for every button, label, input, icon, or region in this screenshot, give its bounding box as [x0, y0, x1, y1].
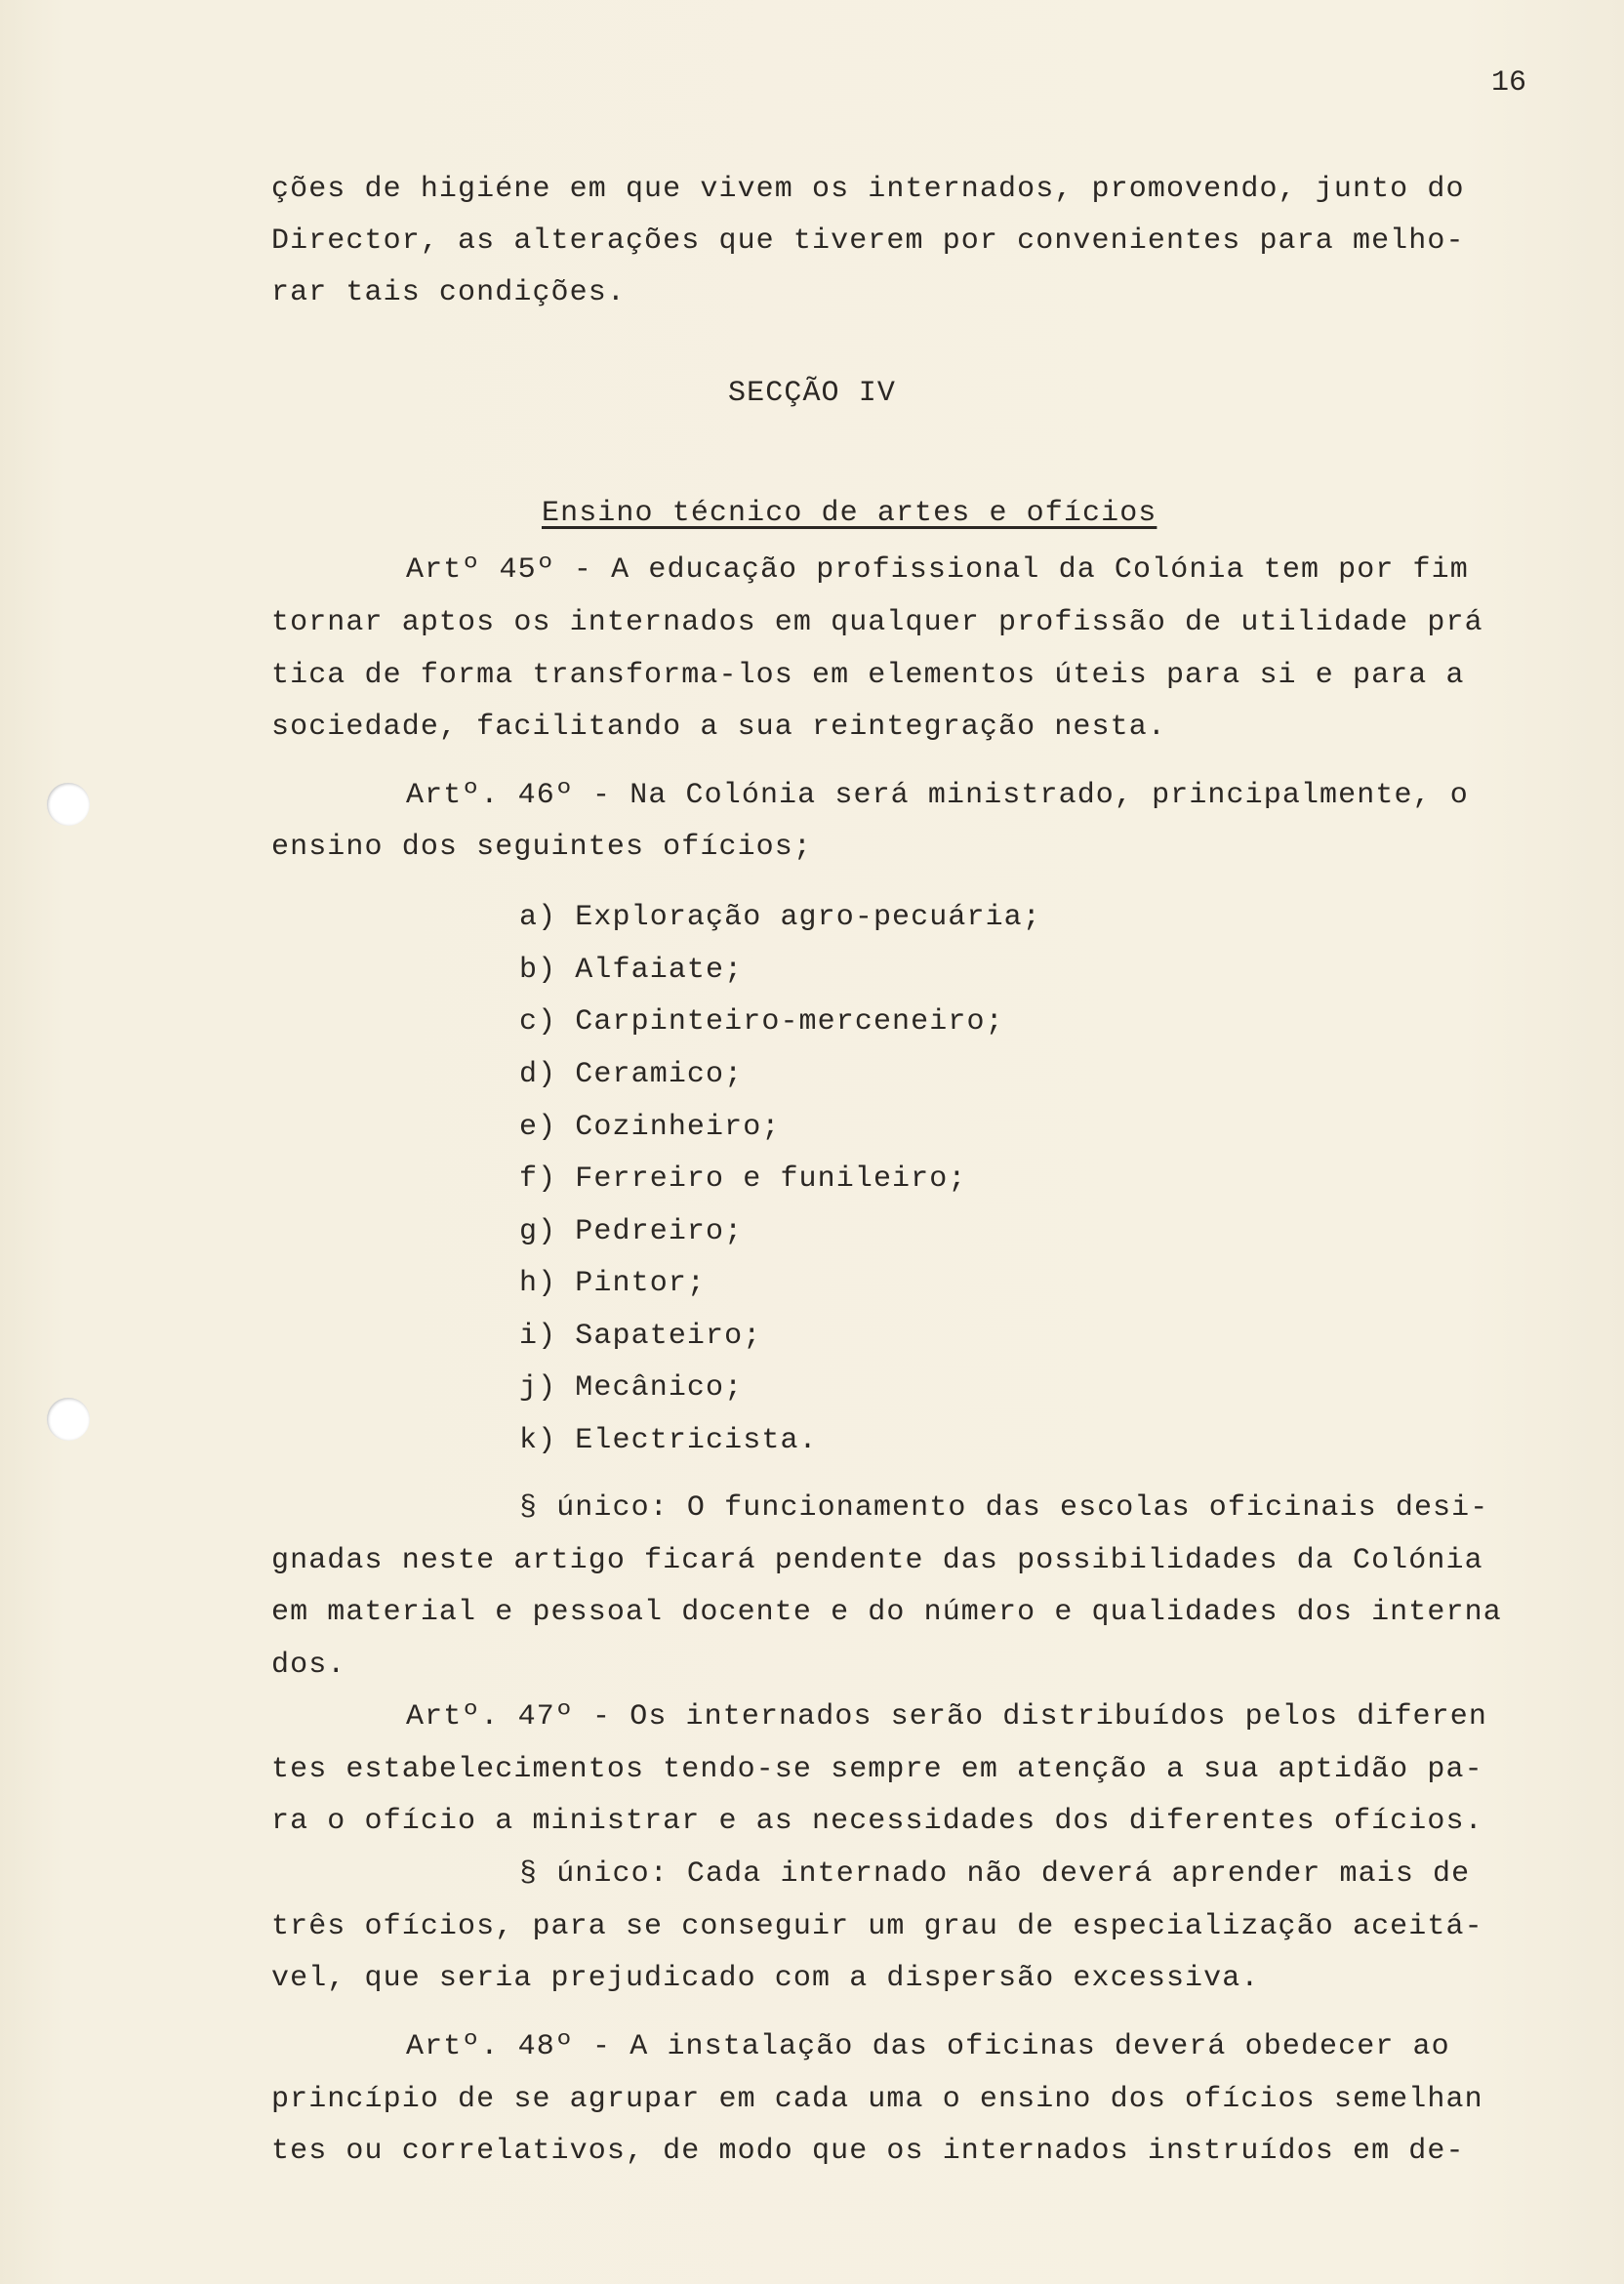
article-46-single-paragraph-line: § único: O funcionamento das escolas oficinais desi- — [519, 1491, 1489, 1525]
trade-list-item: j) Mecânico; — [519, 1371, 744, 1405]
article-45-line: Artº 45º - A educação profissional da Colónia tem por fim — [406, 553, 1469, 587]
trade-list-item: f) Ferreiro e funileiro; — [519, 1162, 967, 1196]
trade-list-item: a) Exploração agro-pecuária; — [519, 901, 1041, 934]
article-46-line: Artº. 46º - Na Colónia será ministrado, principalmente, o — [406, 779, 1469, 812]
article-45-line: tica de forma transforma-los em elementos úteis para si e para a — [271, 659, 1465, 692]
article-47-single-paragraph-line: três ofícios, para se conseguir um grau de especialização aceitá- — [271, 1910, 1483, 1943]
article-48-line: Artº. 48º - A instalação das oficinas deverá obedecer ao — [406, 2030, 1450, 2063]
trade-list-item: c) Carpinteiro-merceneiro; — [519, 1005, 1004, 1039]
article-45-line: tornar aptos os internados em qualquer profissão de utilidade prá — [271, 606, 1483, 639]
binder-hole-lower — [47, 1398, 90, 1441]
article-46-single-paragraph-line: gnadas neste artigo ficará pendente das possibilidades da Colónia — [271, 1544, 1483, 1577]
section-label: SECÇÃO IV — [728, 377, 896, 410]
article-45-line: sociedade, facilitando a sua reintegração nesta. — [271, 711, 1166, 744]
article-47-line: ra o ofício a ministrar e as necessidades dos diferentes ofícios. — [271, 1805, 1483, 1838]
paragraph-line: ções de higiéne em que vivem os internados, promovendo, junto do — [271, 173, 1465, 206]
article-46-single-paragraph-line: em material e pessoal docente e do número e qualidades dos interna — [271, 1596, 1502, 1629]
trade-list-item: b) Alfaiate; — [519, 954, 744, 987]
article-48-line: tes ou correlativos, de modo que os internados instruídos em de- — [271, 2135, 1465, 2168]
trade-list-item: d) Ceramico; — [519, 1058, 744, 1091]
section-heading-text: Ensino técnico de artes e ofícios — [542, 497, 1157, 530]
article-48-line: princípio de se agrupar em cada uma o ensino dos ofícios semelhan — [271, 2083, 1483, 2116]
trade-list-item: i) Sapateiro; — [519, 1320, 762, 1353]
trade-list-item: k) Electricista. — [519, 1424, 818, 1457]
article-46-line: ensino dos seguintes ofícios; — [271, 831, 812, 864]
trade-list-item: g) Pedreiro; — [519, 1215, 744, 1248]
article-46-single-paragraph-line: dos. — [271, 1649, 346, 1682]
trade-list-item: h) Pintor; — [519, 1267, 707, 1300]
binder-hole-upper — [47, 783, 90, 826]
paragraph-line: Director, as alterações que tiverem por convenientes para melho- — [271, 224, 1465, 258]
paragraph-line: rar tais condições. — [271, 276, 626, 309]
section-heading — [0, 464, 1624, 563]
trade-list-item: e) Cozinheiro; — [519, 1111, 781, 1144]
article-47-line: Artº. 47º - Os internados serão distribuídos pelos diferen — [406, 1700, 1487, 1733]
article-47-line: tes estabelecimentos tendo-se sempre em atenção a sua aptidão pa- — [271, 1753, 1483, 1786]
page-number: 16 — [1490, 66, 1526, 100]
article-47-single-paragraph-line: § único: Cada internado não deverá aprender mais de — [519, 1857, 1471, 1891]
article-47-single-paragraph-line: vel, que seria prejudicado com a dispersão excessiva. — [271, 1962, 1260, 1995]
